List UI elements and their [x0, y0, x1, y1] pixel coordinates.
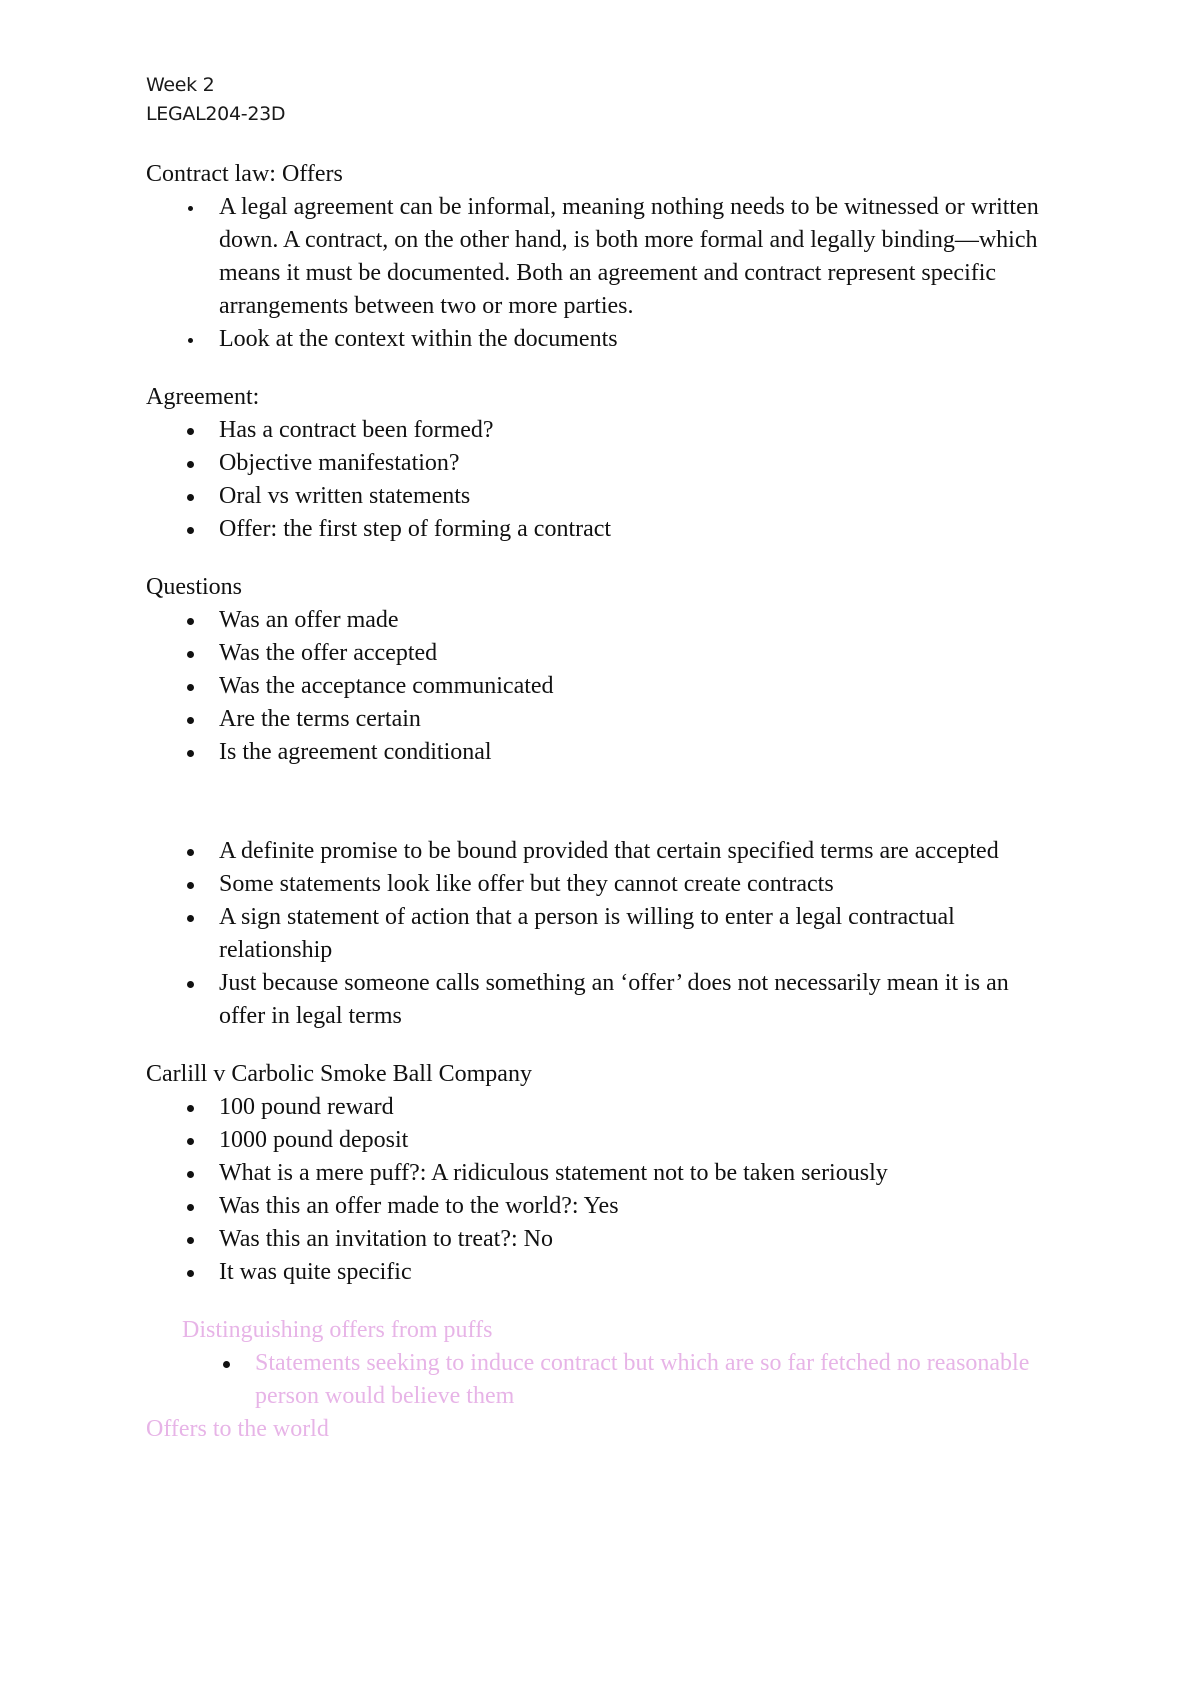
agreement-heading: Agreement: [146, 384, 260, 410]
list-item: Has a contract been formed? [146, 414, 1046, 447]
list-item: What is a mere puff?: A ridiculous statement not to be taken seriously [146, 1157, 1046, 1190]
list-item: A legal agreement can be informal, meaning nothing needs to be witnessed or written down. A contract, on the other hand, is both more formal and legally binding—which means it must be documented. Both an agreement and contract represent specific arrangements between two or more parties. [146, 191, 1046, 323]
list-item: Oral vs written statements [146, 480, 1046, 513]
list-item: Was an offer made [146, 604, 1046, 637]
document-body [146, 158, 1046, 1446]
offer-notes-list [146, 835, 1046, 1033]
list-item: 100 pound reward [146, 1091, 1046, 1124]
list-item: Objective manifestation? [146, 447, 1046, 480]
carlill-list [146, 1091, 1046, 1289]
list-item: A definite promise to be bound provided that certain specified terms are accepted [146, 835, 1046, 868]
list-item: Was this an offer made to the world?: Yes [146, 1190, 1046, 1223]
carlill-heading: Carlill v Carbolic Smoke Ball Company [146, 1061, 532, 1087]
list-item: Just because someone calls something an ‘offer’ does not necessarily mean it is an offer in legal terms [146, 967, 1046, 1033]
list-item: Statements seeking to induce contract but which are so far fetched no reasonable person would believe them [146, 1347, 1046, 1413]
puffs-heading: Distinguishing offers from puffs [182, 1317, 493, 1343]
agreement-list [146, 414, 1046, 546]
list-item: Is the agreement conditional [146, 736, 1046, 769]
list-item: Was the acceptance communicated [146, 670, 1046, 703]
offers-list [146, 191, 1046, 356]
questions-heading: Questions [146, 574, 242, 600]
list-item: Was this an invitation to treat?: No [146, 1223, 1046, 1256]
world-heading: Offers to the world [146, 1416, 329, 1442]
list-item: 1000 pound deposit [146, 1124, 1046, 1157]
list-item: Are the terms certain [146, 703, 1046, 736]
list-item: It was quite specific [146, 1256, 1046, 1289]
list-item: Look at the context within the documents [146, 323, 1046, 356]
week-label: Week 2 [146, 74, 215, 96]
offers-heading: Contract law: Offers [146, 161, 343, 187]
list-item: A sign statement of action that a person is willing to enter a legal contractual relationship [146, 901, 1046, 967]
list-item: Some statements look like offer but they cannot create contracts [146, 868, 1046, 901]
puffs-list [146, 1347, 1046, 1413]
list-item: Was the offer accepted [146, 637, 1046, 670]
list-item: Offer: the first step of forming a contract [146, 513, 1046, 546]
course-code: LEGAL204-23D [146, 103, 286, 125]
questions-list [146, 604, 1046, 769]
